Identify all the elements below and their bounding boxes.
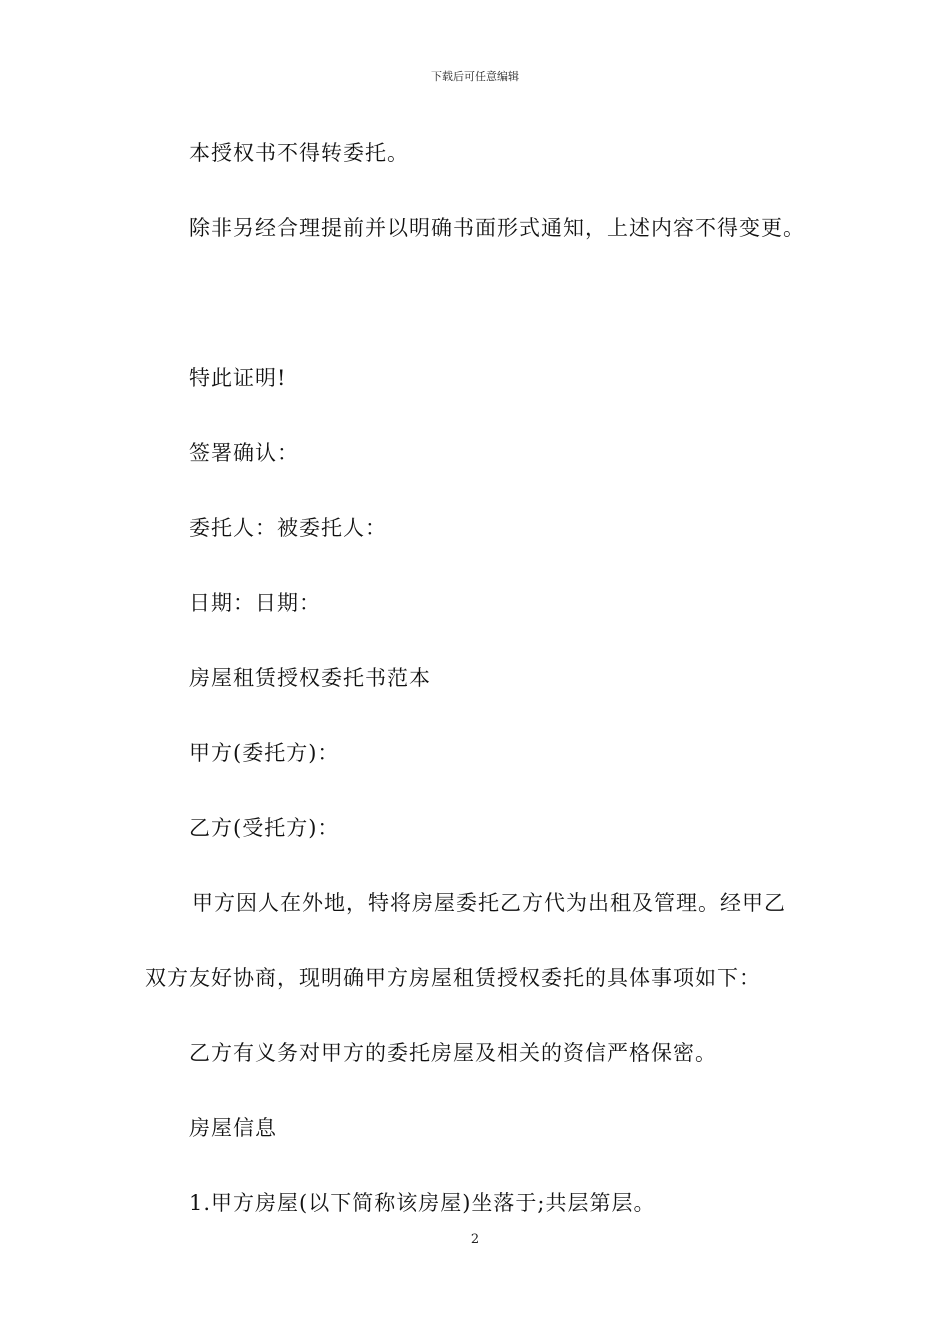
paragraph-certify: 特此证明! — [189, 366, 287, 390]
page-number: 2 — [470, 1232, 480, 1247]
party-a-line: 甲方(委托方)： — [189, 741, 340, 765]
document-title: 房屋租赁授权委托书范本 — [189, 666, 431, 690]
paragraph-confidentiality: 乙方有义务对甲方的委托房屋及相关的资信严格保密。 — [189, 1041, 717, 1065]
paragraph-no-subdelegation: 本授权书不得转委托。 — [189, 141, 409, 165]
paragraph-house-location: 1.甲方房屋(以下简称该房屋)坐落于;共层第层。 — [189, 1191, 656, 1215]
party-b-line: 乙方(受托方)： — [189, 816, 340, 840]
paragraph-dates: 日期：日期： — [189, 591, 321, 615]
paragraph-intro-line1: 甲方因人在外地，特将房屋委托乙方代为出租及管理。经甲乙 — [192, 891, 786, 915]
paragraph-parties-sign: 委托人：被委托人： — [189, 516, 387, 540]
section-heading-house-info: 房屋信息 — [189, 1116, 277, 1140]
page-header: 下载后可任意编辑 — [431, 70, 519, 83]
paragraph-intro-line2: 双方友好协商，现明确甲方房屋租赁授权委托的具体事项如下： — [145, 966, 761, 990]
paragraph-sign-confirm: 签署确认： — [189, 441, 299, 465]
paragraph-no-change: 除非另经合理提前并以明确书面形式通知，上述内容不得变更。 — [189, 216, 805, 240]
